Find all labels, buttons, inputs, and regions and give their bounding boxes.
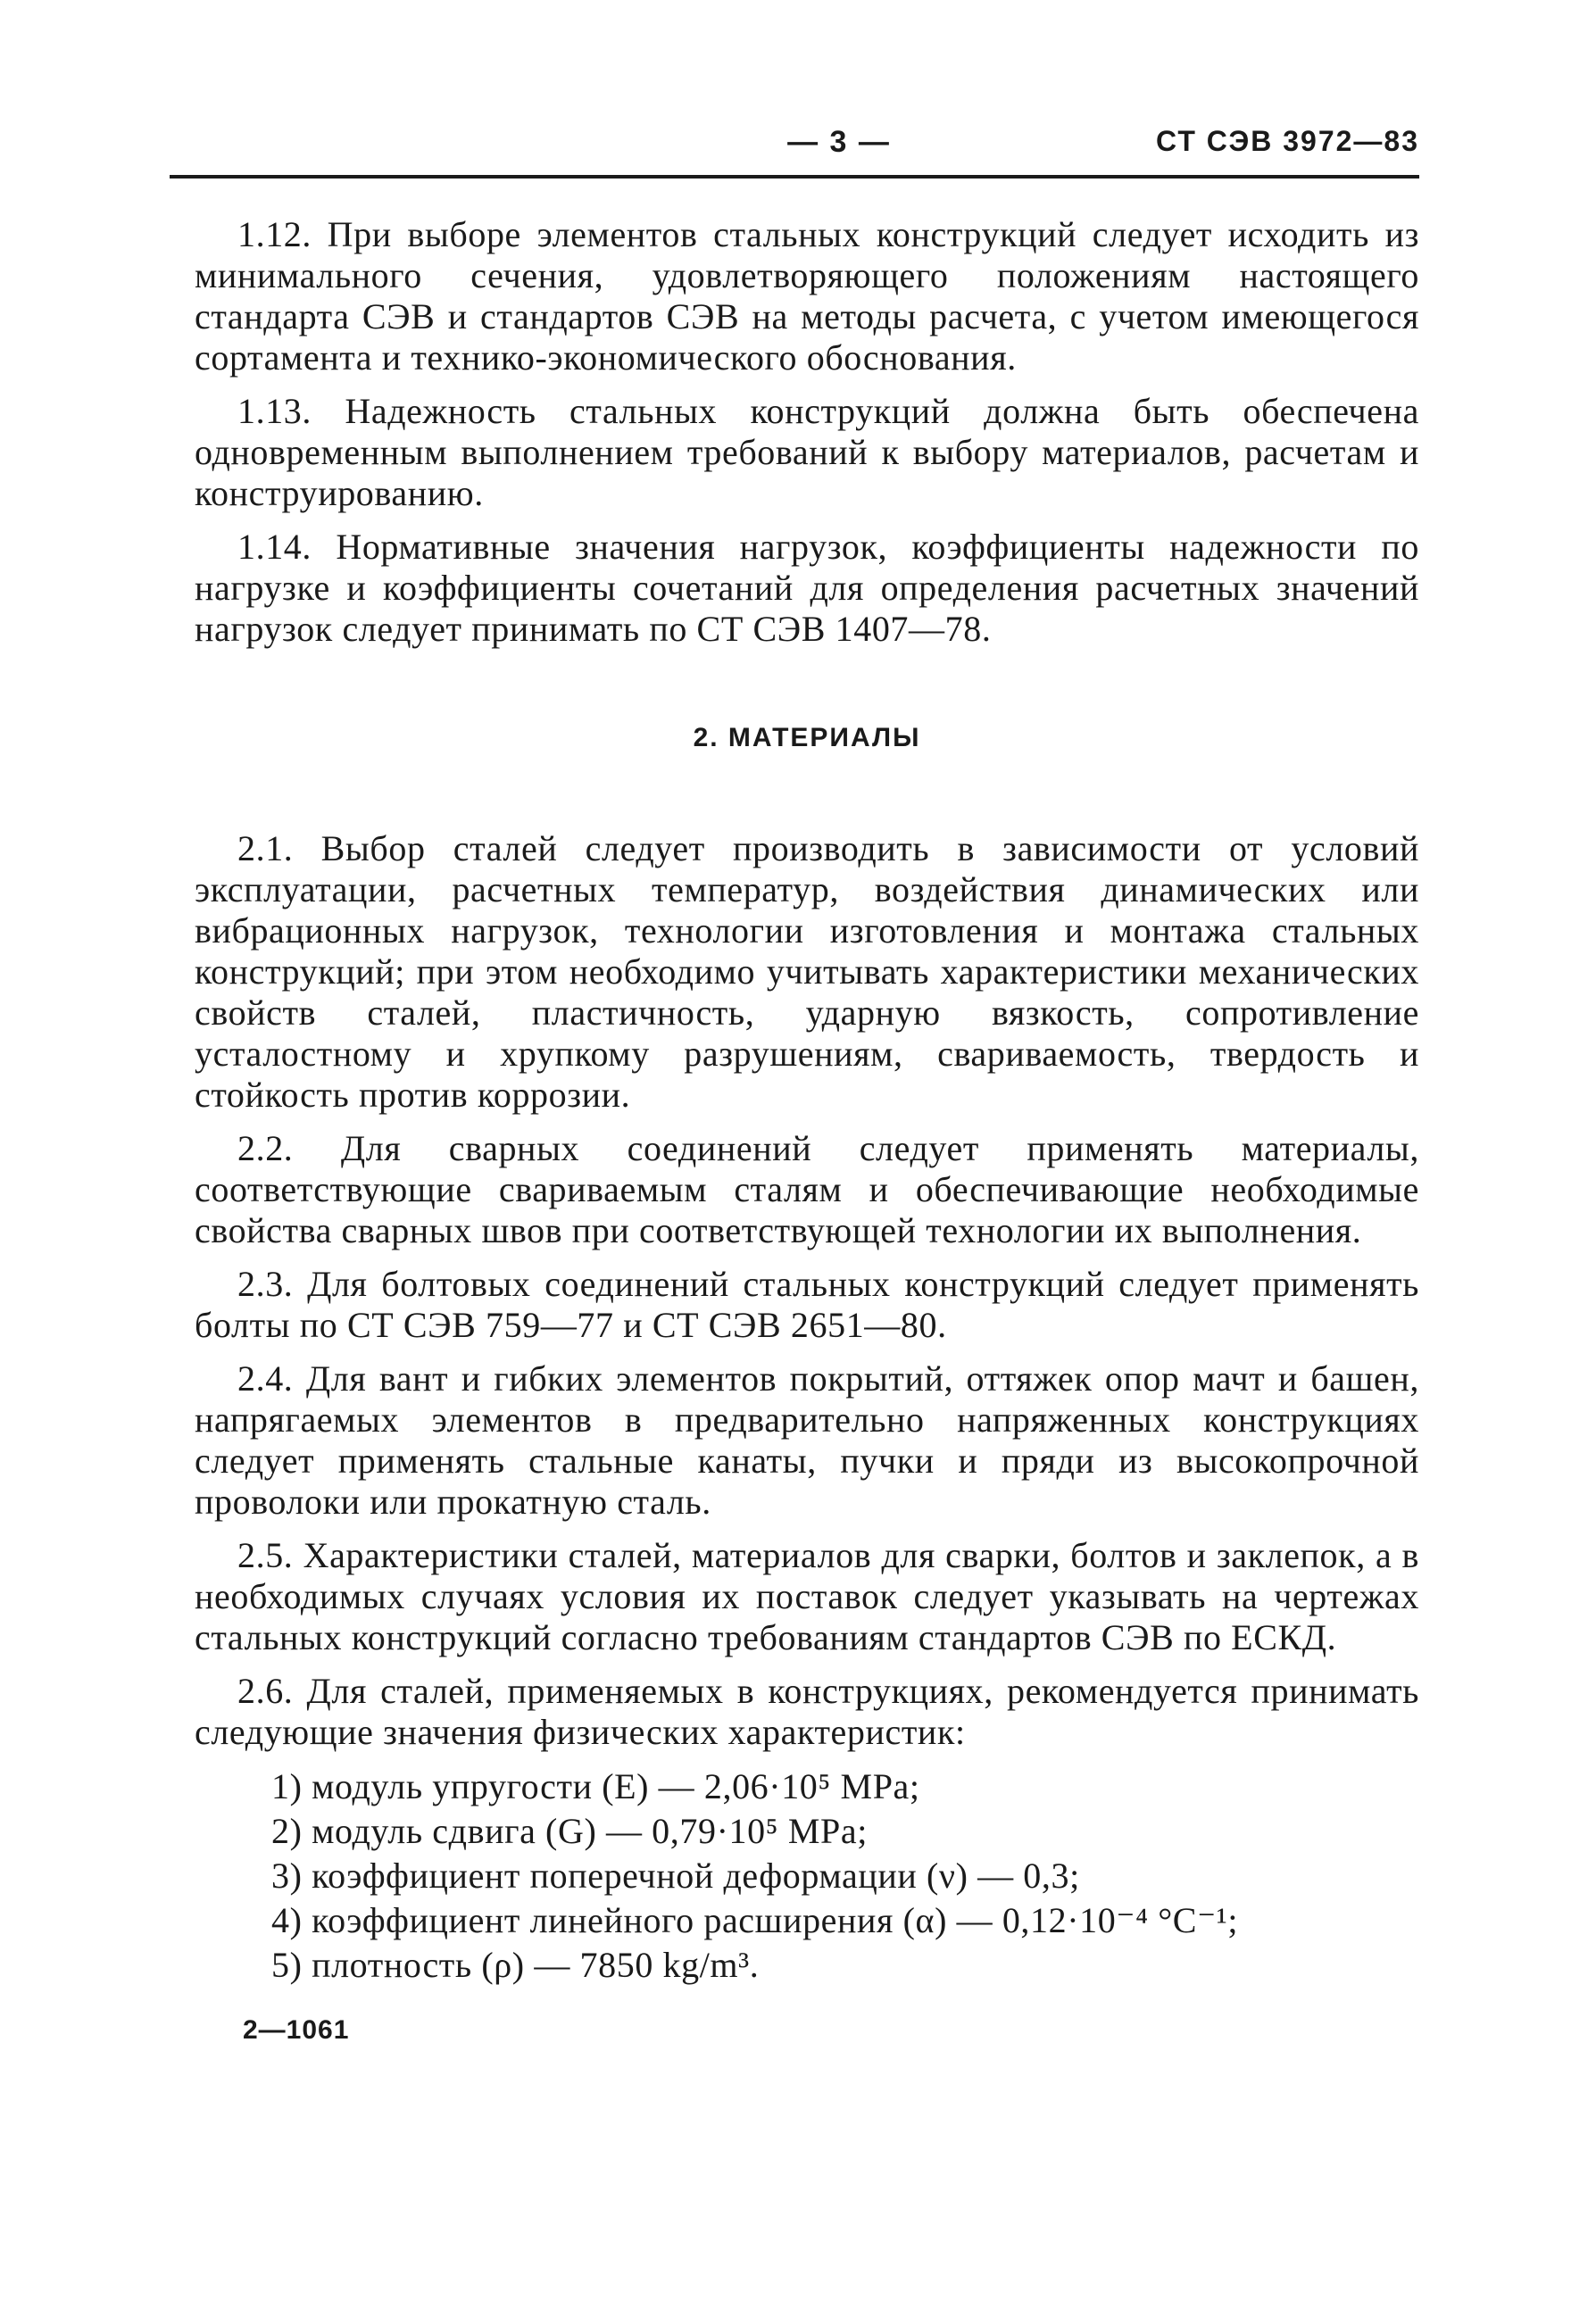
paragraph-2-1: 2.1. Выбор сталей следует производить в зависимости от условий эксплуатации, расчетных температур, воздействия динамических или вибрационных нагрузок, технологии изготовления и монтажа стальных конструкций; при этом необходимо учитывать характеристики механических свойств сталей, пластичность, ударную вязкость, сопротивление усталостному и хрупкому разрушениям, свариваемость, твердость и стойкость против коррозии. xyxy=(195,828,1419,1115)
list-item-elastic-modulus: 1) модуль упругости (E) — 2,06·10⁵ MPa; xyxy=(271,1766,920,1806)
list-item-shear-modulus: 2) модуль сдвига (G) — 0,79·10⁵ MPa; xyxy=(271,1811,868,1851)
paragraph-2-4: 2.4. Для вант и гибких элементов покрытий, оттяжек опор мачт и башен, напрягаемых элементов в предварительно напряженных конструкциях следует применять стальные канаты, пучки и пряди из высокопрочной проволоки или прокатную сталь. xyxy=(195,1358,1419,1522)
paragraph-2-6: 2.6. Для сталей, применяемых в конструкциях, рекомендуется принимать следующие значения физических характеристик: xyxy=(195,1671,1419,1752)
document-body xyxy=(195,214,1419,2046)
footer-code: 2—1061 xyxy=(243,2015,350,2045)
paragraph-2-5: 2.5. Характеристики сталей, материалов для сварки, болтов и заклепок, а в необходимых случаях условия их поставок следует указывать на чертежах стальных конструкций согласно требованиям стандартов СЭВ по ЕСКД. xyxy=(195,1535,1419,1657)
paragraph-1-12: 1.12. При выборе элементов стальных конструкций следует исходить из минимального сечения, удовлетворяющего положениям настоящего стандарта СЭВ и стандартов СЭВ на методы расчета, с учетом имеющегося сортамента и технико-экономического обоснования. xyxy=(195,214,1419,378)
page-number: — 3 — xyxy=(787,125,891,159)
physical-characteristics-list xyxy=(195,1765,1419,1987)
document-code: СТ СЭВ 3972—83 xyxy=(1156,125,1419,157)
paragraph-1-13: 1.13. Надежность стальных конструкций должна быть обеспечена одновременным выполнением требований к выбору материалов, расчетам и конструированию. xyxy=(195,391,1419,513)
paragraph-2-2: 2.2. Для сварных соединений следует применять материалы, соответствующие свариваемым сталям и обеспечивающие необходимые свойства сварных швов при соответствующей технологии их выполнения. xyxy=(195,1128,1419,1250)
section-title-materials: 2. МАТЕРИАЛЫ xyxy=(693,723,921,752)
paragraph-2-3: 2.3. Для болтовых соединений стальных конструкций следует применять болты по СТ СЭВ 759—77 и СТ СЭВ 2651—80. xyxy=(195,1264,1419,1345)
list-item-thermal-expansion: 4) коэффициент линейного расширения (α) — 0,12·10⁻⁴ °C⁻¹; xyxy=(271,1900,1239,1940)
paragraph-1-14: 1.14. Нормативные значения нагрузок, коэффициенты надежности по нагрузке и коэффициенты сочетаний для определения расчетных значений нагрузок следует принимать по СТ СЭВ 1407—78. xyxy=(195,527,1419,649)
page-header xyxy=(170,125,1419,170)
header-rule xyxy=(170,175,1419,179)
list-item-poisson-ratio: 3) коэффициент поперечной деформации (ν) — 0,3; xyxy=(271,1856,1080,1896)
list-item-density: 5) плотность (ρ) — 7850 kg/m³. xyxy=(271,1945,760,1985)
